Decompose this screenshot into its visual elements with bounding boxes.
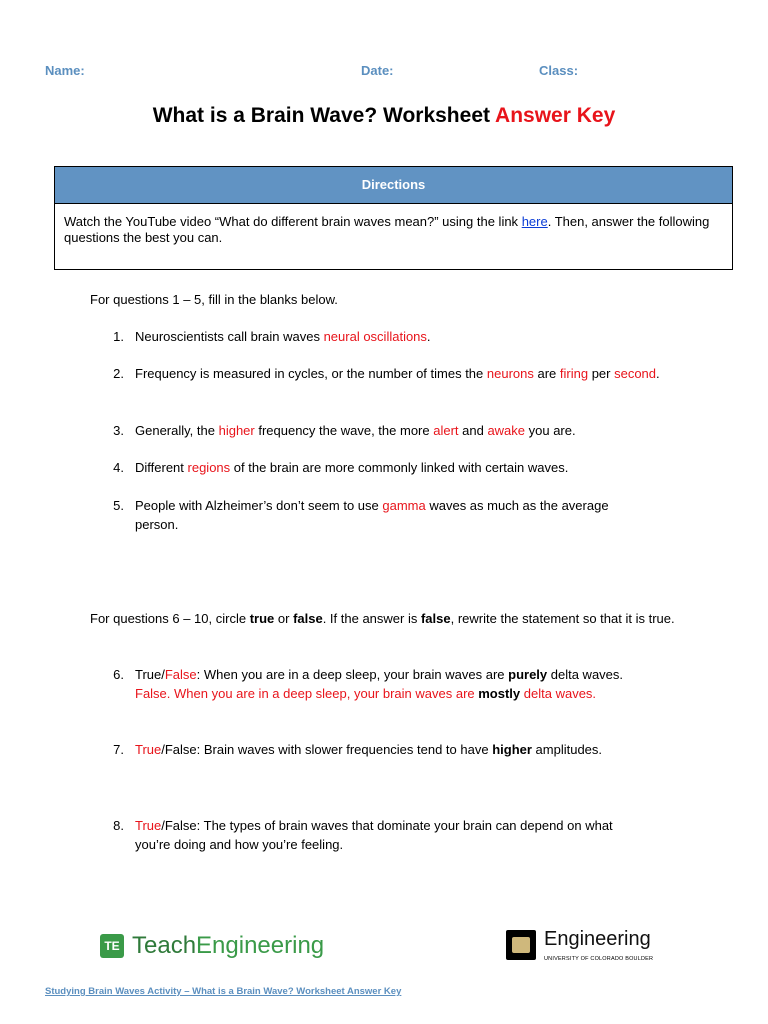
text-run: Neuroscientists call brain waves bbox=[135, 329, 324, 344]
question-text bbox=[135, 740, 670, 759]
bold-text: false bbox=[293, 611, 323, 626]
cu-engineering-logo bbox=[506, 926, 676, 968]
question-text bbox=[135, 496, 650, 534]
directions-heading: Directions bbox=[55, 167, 732, 204]
question-number: 3. bbox=[113, 423, 124, 438]
directions-text bbox=[55, 204, 732, 256]
question-text bbox=[135, 458, 670, 477]
answer-text: higher bbox=[218, 423, 255, 438]
question-text bbox=[135, 421, 670, 440]
text-run: of the brain are more commonly linked with certain waves. bbox=[230, 460, 569, 475]
answer-text: alert bbox=[433, 423, 459, 438]
question-8 bbox=[110, 816, 640, 854]
directions-text-end: . Then, answer the following questions the best you can. bbox=[64, 214, 710, 245]
answer-text: delta waves. bbox=[520, 686, 597, 701]
answer-text: False. When you are in a deep sleep, your brain waves are bbox=[135, 686, 479, 701]
text-run: frequency the wave, the more bbox=[254, 423, 434, 438]
text-run: Frequency is measured in cycles, or the number of times the bbox=[135, 366, 487, 381]
text-run: waves as much as the average person. bbox=[135, 498, 609, 532]
text-run: and bbox=[458, 423, 488, 438]
title-highlight: Answer Key bbox=[495, 104, 616, 127]
section2-instructions bbox=[90, 609, 680, 628]
question-text bbox=[135, 364, 670, 383]
question-5 bbox=[110, 496, 650, 534]
answer-text: awake bbox=[487, 423, 526, 438]
question-1 bbox=[110, 327, 670, 346]
date-label: Date: bbox=[361, 63, 394, 78]
question-number: 8. bbox=[113, 818, 124, 833]
video-link[interactable]: here bbox=[521, 214, 548, 229]
class-label: Class: bbox=[539, 63, 579, 78]
text-run: . bbox=[426, 329, 431, 344]
bold-text: purely bbox=[508, 667, 548, 682]
bold-text: false bbox=[420, 611, 451, 626]
question-text bbox=[135, 327, 670, 346]
text-run: . If the answer is bbox=[322, 611, 421, 626]
answer-text: neurons bbox=[486, 366, 534, 381]
answer-text: True bbox=[135, 742, 162, 757]
bold-text: mostly bbox=[478, 686, 521, 701]
bold-text: higher bbox=[492, 742, 532, 757]
question-number: 1. bbox=[113, 329, 124, 344]
footer-link[interactable]: Studying Brain Waves Activity – What is a Brain Wave? Worksheet Answer Key bbox=[45, 986, 402, 997]
directions-box bbox=[54, 166, 733, 270]
question-2 bbox=[110, 364, 670, 383]
answer-text: neural oscillations bbox=[323, 329, 427, 344]
text-run: per bbox=[588, 366, 615, 381]
page-title bbox=[0, 104, 768, 128]
title-main: What is a Brain Wave? Worksheet bbox=[152, 104, 496, 127]
answer-text: regions bbox=[187, 460, 231, 475]
te-wordmark bbox=[132, 932, 324, 960]
te-teach: Teach bbox=[132, 932, 197, 959]
text-run: True/ bbox=[135, 667, 165, 682]
text-run: , rewrite the statement so that it is true. bbox=[450, 611, 675, 626]
te-mark-icon: TE bbox=[100, 934, 124, 958]
question-text bbox=[135, 816, 640, 854]
answer-text: False bbox=[164, 667, 197, 682]
answer-text: gamma bbox=[382, 498, 426, 513]
bold-text: true bbox=[249, 611, 275, 626]
cu-engineering-text: Engineering bbox=[544, 928, 651, 950]
text-run: . bbox=[656, 366, 660, 381]
cu-mark-icon bbox=[506, 930, 536, 960]
text-run: you are. bbox=[525, 423, 576, 438]
text-run: delta waves. bbox=[547, 667, 624, 682]
directions-text-start: Watch the YouTube video “What do different brain waves mean?” using the link bbox=[64, 214, 522, 229]
section1-instructions: For questions 1 – 5, fill in the blanks below. bbox=[90, 292, 338, 307]
cu-university-text: UNIVERSITY OF COLORADO BOULDER bbox=[544, 956, 654, 962]
question-7 bbox=[110, 740, 670, 759]
question-text bbox=[135, 665, 670, 684]
text-run: : When you are in a deep sleep, your brain waves are bbox=[196, 667, 509, 682]
text-run: Different bbox=[135, 460, 188, 475]
question-number: 5. bbox=[113, 498, 124, 513]
name-label: Name: bbox=[45, 63, 85, 78]
question-number: 7. bbox=[113, 742, 124, 757]
text-run: amplitudes. bbox=[531, 742, 603, 757]
answer-text: second bbox=[614, 366, 657, 381]
question-6 bbox=[110, 665, 670, 703]
text-run: /False: The types of brain waves that dominate your brain can depend on what you’re doing and how you’re feeling. bbox=[135, 818, 613, 852]
text-run: /False: Brain waves with slower frequencies tend to have bbox=[161, 742, 493, 757]
question-number: 6. bbox=[113, 667, 124, 682]
text-run: People with Alzheimer’s don’t seem to use bbox=[135, 498, 383, 513]
text-run: For questions 6 – 10, circle bbox=[90, 611, 250, 626]
question-number: 4. bbox=[113, 460, 124, 475]
question-correction bbox=[135, 684, 670, 703]
question-3 bbox=[110, 421, 670, 440]
teachengineering-logo bbox=[100, 930, 324, 962]
question-number: 2. bbox=[113, 366, 124, 381]
text-run: or bbox=[274, 611, 294, 626]
answer-text: True bbox=[135, 818, 162, 833]
text-run: Generally, the bbox=[135, 423, 219, 438]
text-run: are bbox=[533, 366, 560, 381]
question-4 bbox=[110, 458, 670, 477]
answer-text: firing bbox=[559, 366, 589, 381]
te-engineering: Engineering bbox=[196, 932, 325, 959]
